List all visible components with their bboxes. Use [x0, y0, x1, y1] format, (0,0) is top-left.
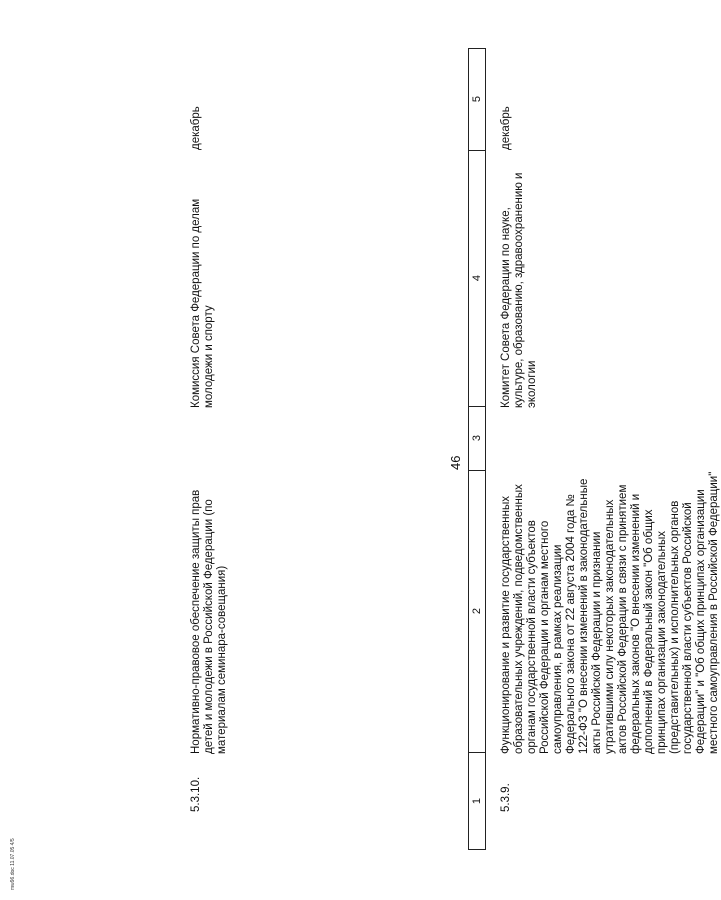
row-number: 5.3.10.	[190, 776, 202, 812]
header-col-4: 4	[469, 150, 485, 407]
row-responsible: Комиссия Совета Федерации по делам молодежи и спорту	[190, 198, 215, 408]
header-col-3: 3	[469, 406, 485, 471]
row-description: Функционирование и развитие государственных образовательных учреждений, подведомственных органам государственной власти субъектов Российской Федерации и органам местного самоуправления, в рамках реализации Федерального закона от 22 августа 2004 года № 122-ФЗ "О внесении изменений в законодательные акты Российской Федерации и признании утратившими силу некоторых законодательных актов Российской Федерации в связи с принятием федеральных законов "О внесении изменений и дополнений в Федеральный закон "Об общих принципах организации законодательных (представительных) и исполнительных органов государственной власти субъектов Российской Федерации" и "Об общих принципах организации местного самоуправления в Российской Федерации"	[500, 471, 720, 754]
row-number: 5.3.9.	[500, 783, 512, 812]
row-responsible: Комитет Совета Федерации по науке, культуре, образованию, здравоохранению и экологии	[500, 172, 538, 408]
row-deadline: декабрь	[500, 106, 512, 150]
page-number: 46	[448, 455, 463, 470]
header-col-5: 5	[469, 48, 485, 151]
header-col-1: 1	[471, 797, 483, 805]
table-header-row	[468, 48, 486, 850]
row-deadline: декабрь	[190, 106, 202, 150]
row-description: Нормативно-правовое обеспечение защиты прав детей и молодежи в Российской Федерации (по материалам семинара-совещания)	[190, 489, 228, 754]
header-col-2: 2	[469, 470, 485, 753]
file-footer: mw96.doc 11.07.05 4/5	[10, 838, 16, 890]
